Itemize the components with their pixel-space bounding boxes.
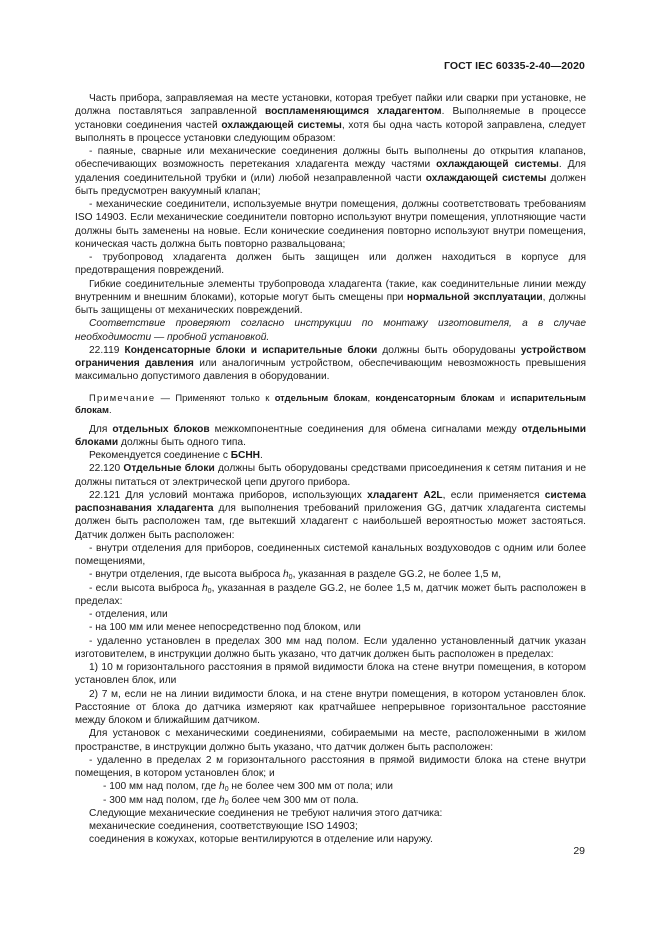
paragraph: - удаленно установлен в пределах 300 мм над полом. Если удаленно установленный датчик указан изготовителем, в инструкции должно быть указано, что датчик должен быть расположен в пределах: (75, 635, 586, 660)
paragraph: - на 100 мм или менее непосредственно под блоком, или (89, 622, 361, 634)
paragraph: 1) 10 м горизонтального расстояния в прямой видимости блока на стене внутри помещения, в котором установлен блок, или (75, 662, 586, 687)
paragraph: Следующие механические соединения не требуют наличия этого датчика: (89, 807, 443, 819)
paragraph: - механические соединители, используемые внутри помещения, должны соответствовать требованиям ISO 14903. Если механические соединители повторно используют внутри помещения, уплотняющие части должны быть заменены на новые. Если конические соединения повторно используют внутри помещения, коническая часть должна быть повторно развальцована; (75, 199, 586, 250)
paragraph: - 300 мм над полом, где $h_0$ более чем 300 мм от пола. (103, 794, 359, 807)
paragraph: Часть прибора, заправляемая на месте установки, которая требует пайки или сварки при установке, не должна поставляться заправленной воспламеняющимся хладагентом. Выполняемые в процессе установки соединения частей охлаждающей системы, хотя бы одна часть которой заправлена, следует выполнять в процессе установки следующим образом: (75, 93, 586, 144)
paragraph: - внутри отделения для приборов, соединенных системой канальных воздуховодов с одним или более помещениями, (75, 542, 586, 568)
paragraph: - паяные, сварные или механические соединения должны быть выполнены до открытия клапанов, обеспечивающих возможность перетекания хладагента между частями охлаждающей системы. Для удаления соединительной трубки и (или) любой незаправленной части охлаждающей системы должен быть предусмотрен вакуумный клапан; (75, 146, 586, 197)
paragraph: - отделения, или (89, 609, 168, 621)
paragraph: 22.121 Для условий монтажа приборов, использующих хладагент A2L, если применяется система распознавания хладагента для выполнения требований приложения GG, датчик хладагента системы должен быть расположен там, где вытекший хладагент с наибольшей вероятностью может застояться. Датчик должен быть расположен: (75, 489, 586, 541)
paragraph: - трубопровод хладагента должен быть защищен или должен находиться в корпусе для предотвращения повреждений. (75, 252, 586, 277)
paragraph: Рекомендуется соединение с БСНН. (89, 450, 263, 462)
document-header: ГОСТ IEC 60335-2-40—2020 (443, 60, 585, 72)
paragraph: 22.120 Отдельные блоки должны быть оборудованы средствами присоединения к сетям питания и не должны питаться от электрической цепи другого прибора. (75, 463, 586, 488)
page-number: 29 (573, 845, 585, 857)
paragraph: - 100 мм над полом, где $h_0$ не более чем 300 мм от пола; или (103, 781, 393, 794)
paragraph: Для отдельных блоков межкомпонентные соединения для обмена сигналами между отдельными блоками должны быть одного типа. (75, 423, 586, 448)
paragraph: Гибкие соединительные элементы трубопровода хладагента (такие, как соединительные линии между внутренним и внешним блоками), которые могут быть смещены при нормальной эксплуатации, должны быть защищены от механических повреждений. (75, 278, 586, 316)
paragraph: 22.119 Конденсаторные блоки и испарительные блоки должны быть оборудованы устройством ограничения давления или аналогичным устройством, обеспечивающим невозможность превышения максимально допустимого давления в оборудовании. (75, 344, 586, 383)
paragraph: - удаленно в пределах 2 м горизонтального расстояния в прямой видимости блока на стене внутри помещения, в котором установлен блок; и (75, 754, 586, 780)
paragraph: - внутри отделения, где высота выброса $h_0$, указанная в разделе GG.2, не более 1,5 м, (89, 569, 502, 582)
paragraph: механические соединения, соответствующие ISO 14903; (89, 821, 358, 833)
paragraph: Для установок с механическими соединениями, собираемыми на месте, расположенными в жилом пространстве, в инструкции должно быть указано, что датчик должен быть расположен: (75, 728, 586, 753)
document-body (75, 92, 586, 847)
paragraph: 2) 7 м, если не на линии видимости блока, и на стене внутри помещения, в котором установлен блок. Расстояние от блока до датчика измеряют как кратчайшее непрерывное горизонтальное расстояние между блоком и ближайшим датчиком. (75, 688, 586, 727)
paragraph: соединения в кожухах, которые вентилируются в отделение или наружу. (89, 834, 433, 846)
paragraph: Соответствие проверяют согласно инструкции по монтажу изготовителя, а в случае необходимости — пробной установкой. (75, 318, 586, 343)
paragraph: - если высота выброса $h_0$, указанная в разделе GG.2, не более 1,5 м, датчик может быть расположен в пределах: (75, 582, 586, 607)
note: Примечание — Применяют только к отдельным блокам, конденсаторным блокам и испарительным блокам. (75, 391, 586, 416)
